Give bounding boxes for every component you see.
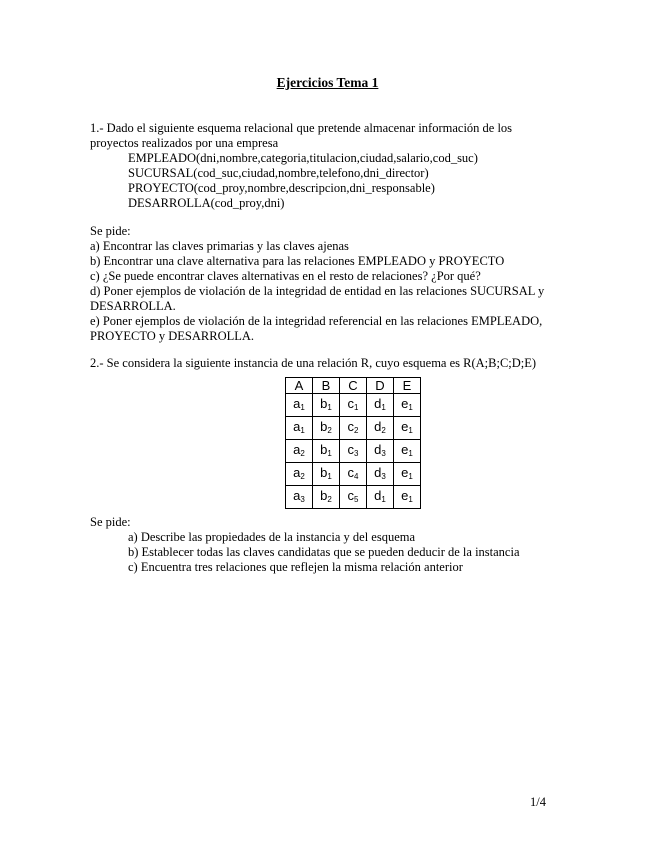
question-b: b) Encontrar una clave alternativa para las relaciones EMPLEADO y PROYECTO [90, 254, 505, 268]
table-cell: $d_1$ [367, 394, 394, 417]
question-e: e) Poner ejemplos de violación de la integridad referencial en las relaciones EMPLEADO, PROYECTO y DESARROLLA. [90, 314, 543, 343]
exercise-1-intro-cont: proyectos realizados por una empresa [90, 136, 279, 150]
table-cell: $c_5$ [340, 486, 367, 509]
table-cell: $e_1$ [394, 463, 421, 486]
table-cell: $b_1$ [313, 440, 340, 463]
table-cell: $b_2$ [313, 486, 340, 509]
page-number: 1/4 [530, 795, 546, 809]
table-cell: $d_3$ [367, 440, 394, 463]
table-cell: $a_2$ [286, 440, 313, 463]
question-2c: c) Encuentra tres relaciones que reflejen la misma relación anterior [128, 560, 463, 574]
question-2b: b) Establecer todas las claves candidatas que se pueden deducir de la instancia [128, 545, 520, 559]
exercise-1-questions [90, 224, 570, 344]
table-cell: $a_2$ [286, 463, 313, 486]
table-cell: $e_1$ [394, 440, 421, 463]
table-cell: $c_2$ [340, 417, 367, 440]
exercise-1-intro: 1.- Dado el siguiente esquema relacional que pretende almacenar información de los [90, 121, 513, 135]
schema-sucursal: SUCURSAL(cod_suc,ciudad,nombre,telefono,dni_director) [128, 166, 429, 180]
table-cell: $c_4$ [340, 463, 367, 486]
table-cell: $d_1$ [367, 486, 394, 509]
column-header-d: D [367, 378, 394, 394]
schema-empleado: EMPLEADO(dni,nombre,categoria,titulacion,ciudad,salario,cod_suc) [128, 151, 478, 165]
table-row [286, 486, 421, 509]
question-2a: a) Describe las propiedades de la instancia y del esquema [128, 530, 416, 544]
exercise-2-questions [90, 515, 570, 575]
column-header-c: C [340, 378, 367, 394]
column-header-a: A [286, 378, 313, 394]
question-d: d) Poner ejemplos de violación de la integridad de entidad en las relaciones SUCURSAL y DESARROLLA. [90, 284, 545, 313]
column-header-e: E [394, 378, 421, 394]
table-row [286, 417, 421, 440]
question-c: c) ¿Se puede encontrar claves alternativas en el resto de relaciones? ¿Por qué? [90, 269, 481, 283]
exercise-1 [90, 121, 570, 211]
table-cell: $a_1$ [286, 394, 313, 417]
exercise-2-intro: 2.- Se considera la siguiente instancia de una relación R, cuyo esquema es R(A;B;C;D;E) [90, 356, 537, 370]
table-cell: $d_3$ [367, 463, 394, 486]
table-row [286, 440, 421, 463]
table-cell: $c_3$ [340, 440, 367, 463]
se-pide-label-2: Se pide: [90, 515, 131, 529]
table-header-row [286, 378, 421, 394]
schema-proyecto: PROYECTO(cod_proy,nombre,descripcion,dni_responsable) [128, 181, 435, 195]
document-title: Ejercicios Tema 1 [276, 75, 379, 90]
table-cell: $e_1$ [394, 486, 421, 509]
exercise-2 [90, 356, 610, 371]
table-cell: $b_1$ [313, 463, 340, 486]
schema-desarrolla: DESARROLLA(cod_proy,dni) [128, 196, 285, 210]
se-pide-label: Se pide: [90, 224, 131, 238]
table-row [286, 463, 421, 486]
table-cell: $b_1$ [313, 394, 340, 417]
relation-r-table [285, 377, 421, 509]
table-cell: $d_2$ [367, 417, 394, 440]
table-cell: $e_1$ [394, 394, 421, 417]
table-cell: $b_2$ [313, 417, 340, 440]
question-a: a) Encontrar las claves primarias y las claves ajenas [90, 239, 349, 253]
table-cell: $a_1$ [286, 417, 313, 440]
table-cell: $c_1$ [340, 394, 367, 417]
table-row [286, 394, 421, 417]
table-cell: $e_1$ [394, 417, 421, 440]
column-header-b: B [313, 378, 340, 394]
table-cell: $a_3$ [286, 486, 313, 509]
